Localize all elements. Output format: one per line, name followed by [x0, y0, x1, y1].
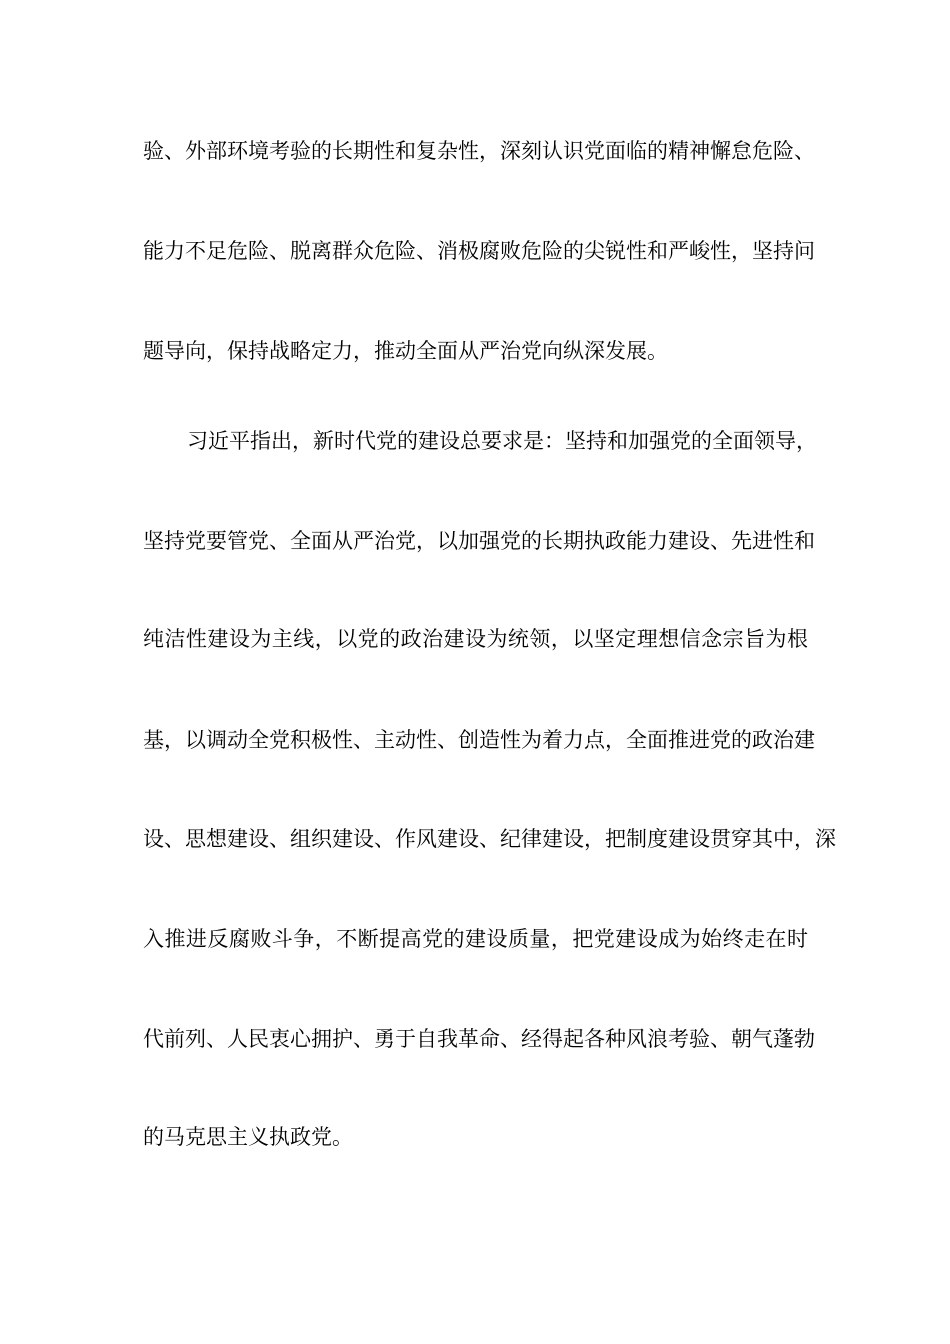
text-line: 坚持党要管党、全面从严治党，以加强党的长期执政能力建设、先进性和 — [143, 529, 815, 553]
text-line: 验、外部环境考验的长期性和复杂性，深刻认识党面临的精神懈怠危险、 — [143, 139, 815, 163]
text-line: 纯洁性建设为主线，以党的政治建设为统领，以坚定理想信念宗旨为根 — [143, 627, 808, 651]
text-line: 习近平指出，新时代党的建设总要求是：坚持和加强党的全面领导， — [187, 429, 817, 453]
text-line: 题导向，保持战略定力，推动全面从严治党向纵深发展。 — [143, 339, 668, 363]
text-line: 入推进反腐败斗争，不断提高党的建设质量，把党建设成为始终走在时 — [143, 927, 808, 951]
text-line: 的马克思主义执政党。 — [143, 1125, 353, 1149]
text-line: 设、思想建设、组织建设、作风建设、纪律建设，把制度建设贯穿其中，深 — [143, 827, 836, 851]
text-line: 代前列、人民衷心拥护、勇于自我革命、经得起各种风浪考验、朝气蓬勃 — [143, 1027, 815, 1051]
text-line: 能力不足危险、脱离群众危险、消极腐败危险的尖锐性和严峻性，坚持问 — [143, 239, 815, 263]
text-line: 基，以调动全党积极性、主动性、创造性为着力点，全面推进党的政治建 — [143, 728, 815, 752]
